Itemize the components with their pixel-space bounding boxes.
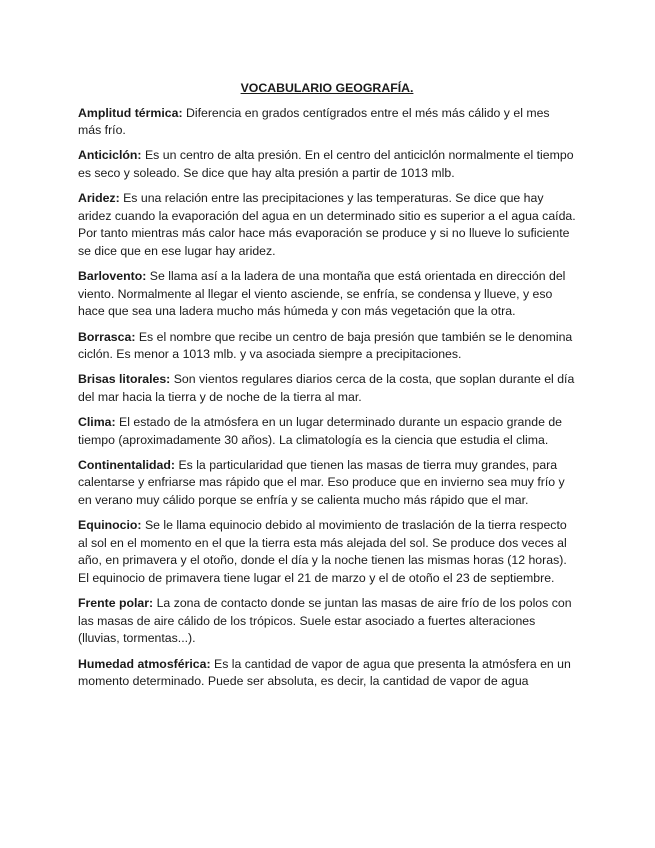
glossary-term: Barlovento: bbox=[78, 269, 147, 284]
glossary-entry bbox=[78, 371, 576, 406]
glossary-term: Equinocio: bbox=[78, 518, 142, 533]
glossary-term: Amplitud térmica: bbox=[78, 105, 183, 120]
glossary-term: Aridez: bbox=[78, 191, 120, 206]
glossary-definition: El estado de la atmósfera en un lugar determinado durante un espacio grande de tiempo (aproximadamente 30 años). La climatología es la ciencia que estudia el clima. bbox=[78, 415, 563, 447]
glossary-entry bbox=[78, 595, 576, 648]
glossary-term: Continentalidad: bbox=[78, 457, 176, 472]
glossary-entry bbox=[78, 517, 576, 587]
glossary-definition: Es la cantidad de vapor de agua que presenta la atmósfera en un momento determinado. Puede ser absoluta, es decir, la cantidad de vapor de agua bbox=[78, 656, 571, 689]
glossary-definition: Se llama así a la ladera de una montaña que está orientada en dirección del viento. Normalmente al llegar el viento asciende, se enfría, se condensa y llueve, y eso hace que sea una ladera mucho más húmeda y con más vegetación que la otra. bbox=[78, 269, 566, 319]
glossary-entry bbox=[78, 656, 576, 691]
glossary-definition: Diferencia en grados centígrados entre el més más cálido y el mes más frío. bbox=[78, 105, 550, 138]
document-body bbox=[78, 80, 576, 698]
glossary-definition: Es un centro de alta presión. En el centro del anticiclón normalmente el tiempo es seco y soleado. Se dice que hay alta presión a partir de 1013 mlb. bbox=[78, 148, 574, 180]
glossary-term: Borrasca: bbox=[78, 329, 136, 344]
glossary-entry bbox=[78, 105, 576, 140]
glossary-entry bbox=[78, 147, 576, 182]
glossary-term: Frente polar: bbox=[78, 596, 154, 611]
glossary-definition: Es el nombre que recibe un centro de baja presión que también se le denomina ciclón. Es menor a 1013 mlb. y va asociada siempre a precipitaciones. bbox=[78, 329, 573, 362]
glossary-entry bbox=[78, 329, 576, 364]
glossary-definition: Son vientos regulares diarios cerca de la costa, que soplan durante el día del mar hacia la tierra y de noche de la tierra al mar. bbox=[78, 372, 575, 404]
glossary-term: Brisas litorales: bbox=[78, 372, 171, 387]
glossary-definition: Se le llama equinocio debido al movimiento de traslación de la tierra respecto al sol en el momento en el que la tierra esta más alejada del sol. Se produce dos veces al año, en primavera y el otoño, donde el día y la noche tienen las mismas horas (12 horas). El equinocio de primavera tiene lugar el 21 de marzo y el de otoño el 23 de septiembre. bbox=[78, 518, 567, 585]
glossary-term: Humedad atmosférica: bbox=[78, 656, 211, 671]
glossary-definition: La zona de contacto donde se juntan las masas de aire frío de los polos con las masas de aire cálido de los trópicos. Suele estar asociado a fuertes alteraciones (lluvias, tormentas...). bbox=[78, 596, 572, 646]
document-title: VOCABULARIO GEOGRAFÍA. bbox=[240, 81, 414, 95]
glossary-definition: Es la particularidad que tienen las masas de tierra muy grandes, para calentarse y enfriarse mas rápido que el mar. Eso produce que en invierno sea muy frío y en verano muy cálido porque se enfría y se calienta mucho más rápido que el mar. bbox=[78, 457, 565, 508]
glossary-entry bbox=[78, 268, 576, 321]
glossary-term: Anticiclón: bbox=[78, 148, 142, 163]
glossary-entry bbox=[78, 457, 576, 510]
glossary-entry bbox=[78, 190, 576, 260]
glossary-entry bbox=[78, 414, 576, 449]
glossary-term: Clima: bbox=[78, 415, 116, 430]
glossary-definition: Es una relación entre las precipitaciones y las temperaturas. Se dice que hay aridez cuando la evaporación del agua en un determinado sitio es superior a el agua caída. Por tanto mientras más calor hace más evaporación se produce y si no llueve lo suficiente se dice que en ese lugar hay aridez. bbox=[78, 191, 576, 258]
